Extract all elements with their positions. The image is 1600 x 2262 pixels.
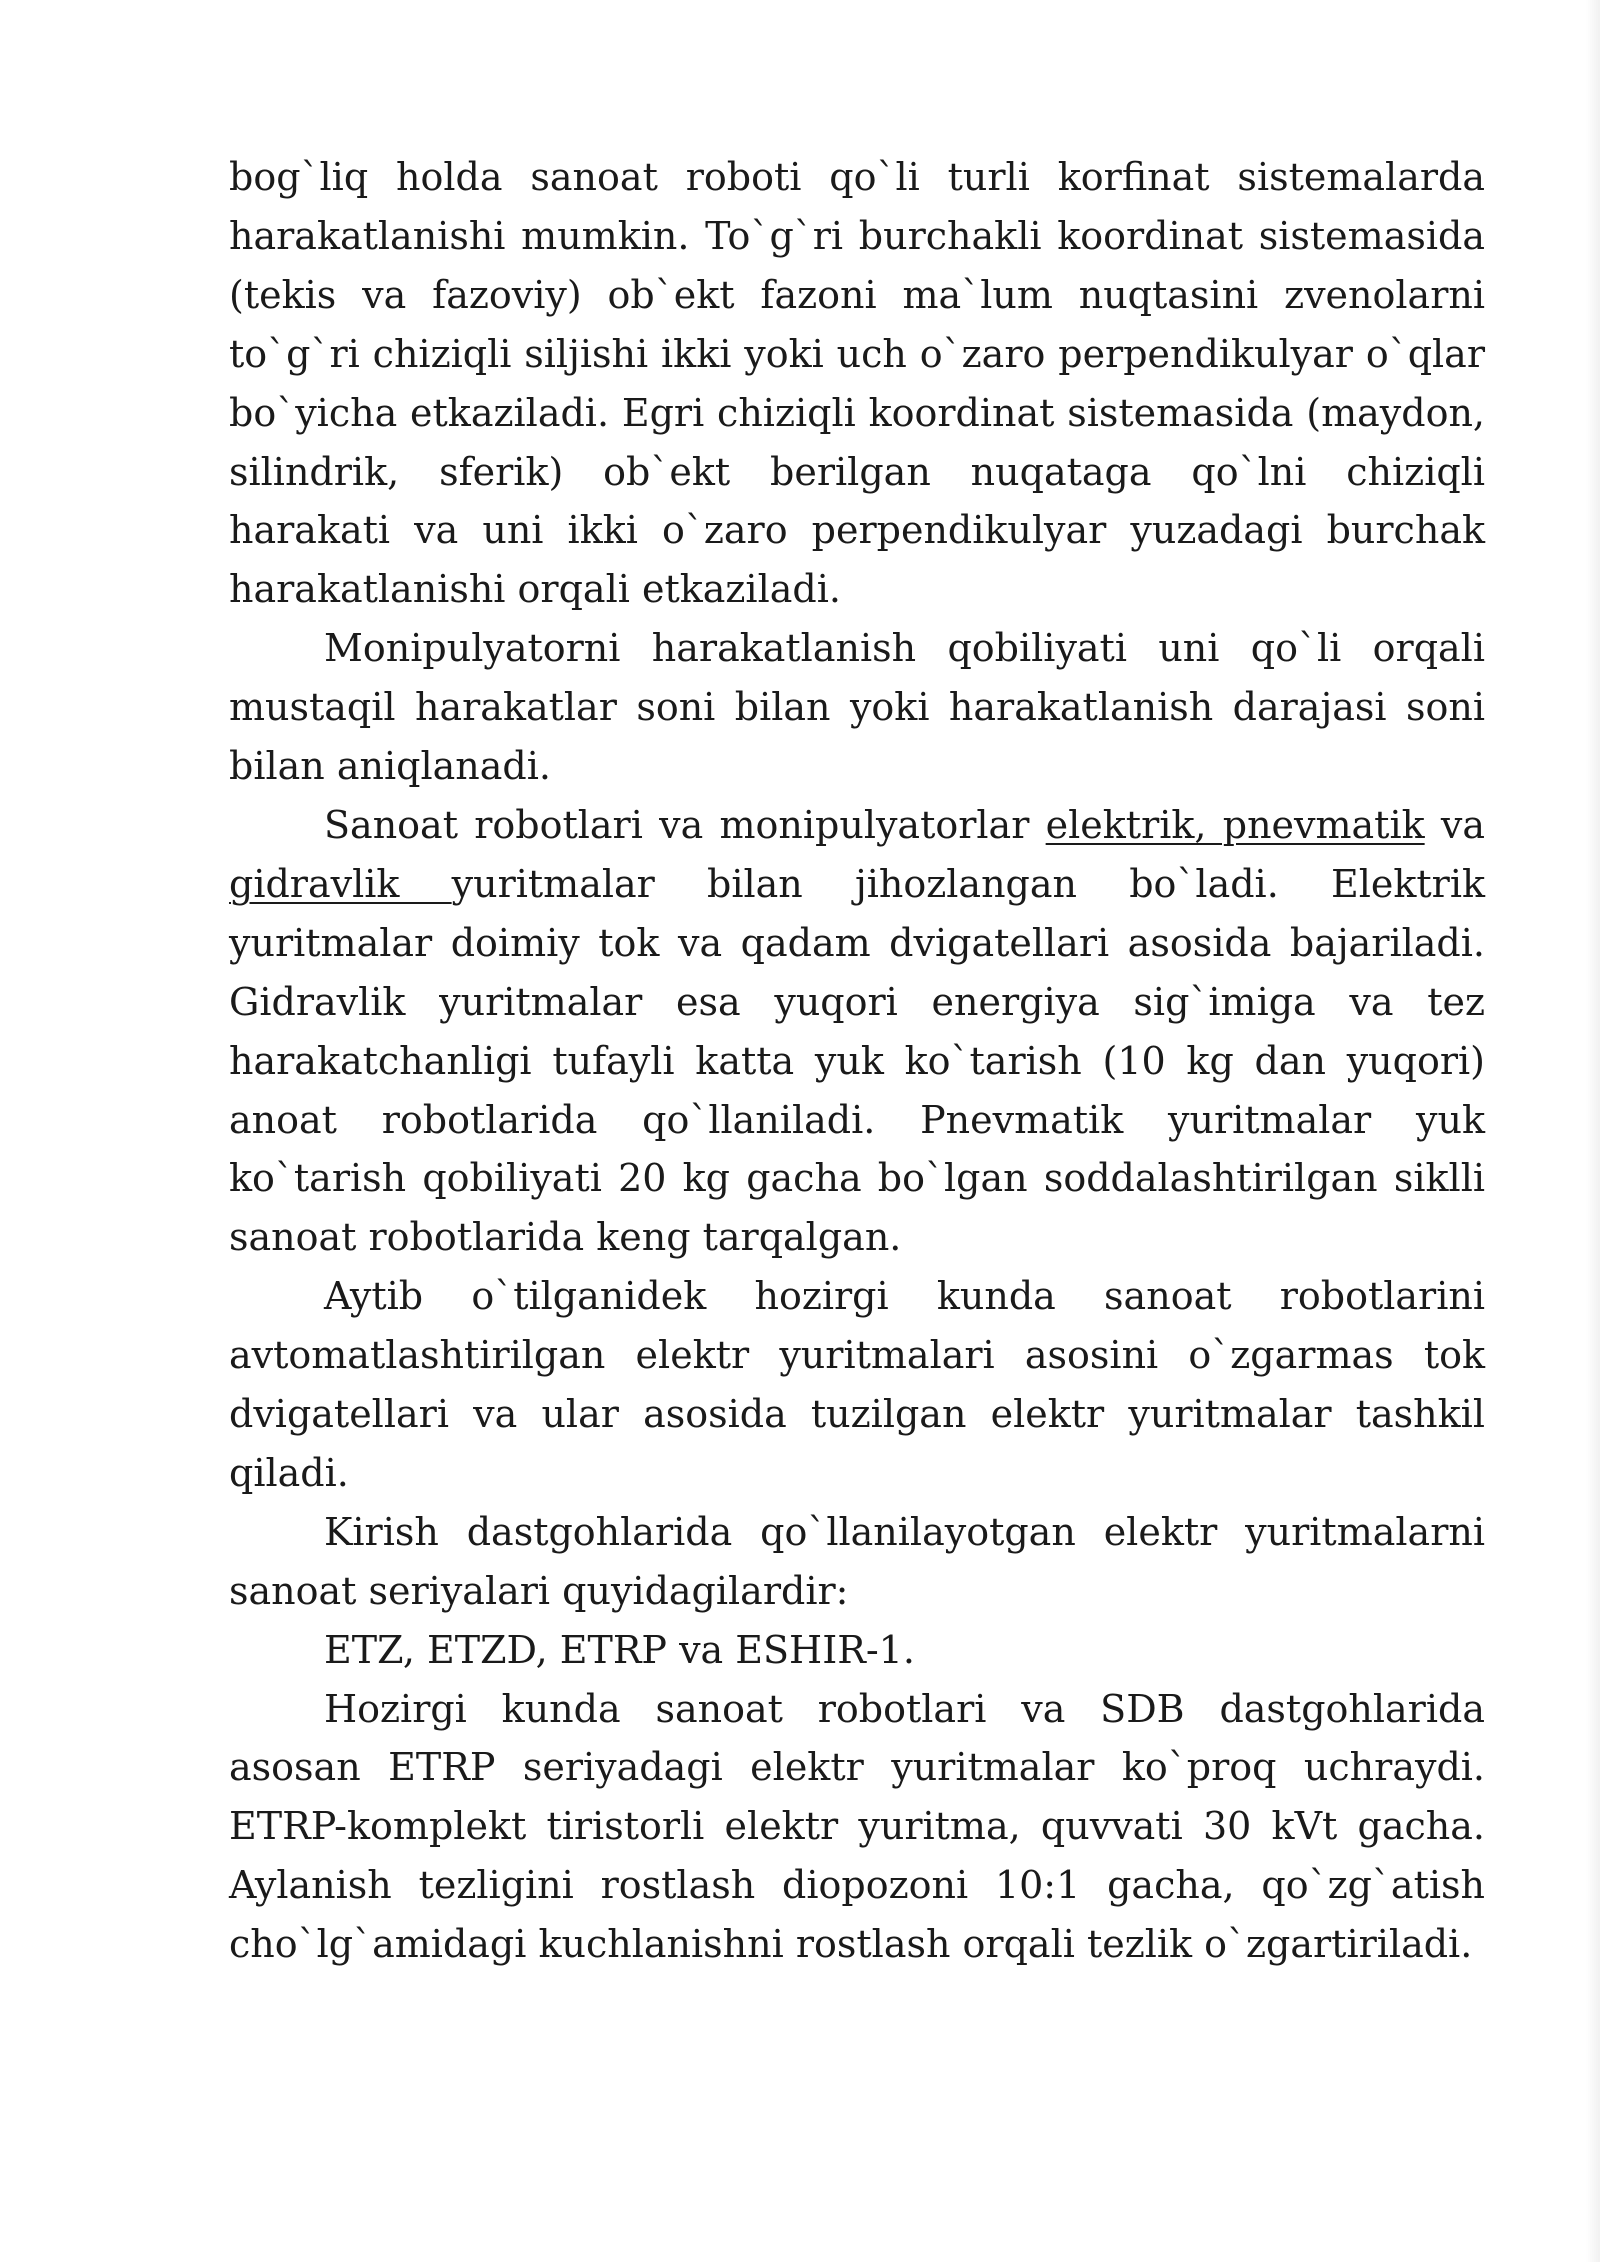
underlined-electric-pneumatic: elektrik, pnevmatik [1045,802,1425,847]
paragraph-series-list: ETZ, ETZD, ETRP va ESHIR-1. [324,1627,915,1672]
drive-types-intro: Sanoat robotlari va monipulyatorlar [324,802,1046,847]
body-text [229,148,1485,1974]
paragraph-drive-types [229,796,1485,1267]
drive-types-body: yuritmalar bilan jihozlangan bo`ladi. Elektrik yuritmalar doimiy tok va qadam dvigatellari asosida bajariladi. Gidravlik yuritmalar esa yuqori energiya sig`imiga va tez harakatchanligi tufayli katta yuk ko`tarish (10 kg dan yuqori) anoat robotlarida qo`llaniladi. Pnevmatik yuritmalar yuk ko`tarish qobiliyati 20 kg gacha bo`lgan soddalashtirilgan siklli sanoat robotlarida keng tarqalgan. [229,861,1485,1260]
paragraph-dc-motors: Aytib o`tilganidek hozirgi kunda sanoat robotlarini avtomatlashtirilgan elektr yuritmalari asosini o`zgarmas tok dvigatellari va ular asosida tuzilgan elektr yuritmalar tashkil qiladi. [229,1274,1485,1495]
paragraph-industrial-series: Kirish dastgohlarida qo`llanilayotgan elektr yuritmalarni sanoat seriyalari quyidagilardir: [229,1509,1485,1613]
drive-types-conjunction: va [1424,802,1486,847]
paragraph-manipulator-mobility: Monipulyatorni harakatlanish qobiliyati uni qo`li orqali mustaqil harakatlar soni bilan yoki harakatlanish darajasi soni bilan aniqlanadi. [229,626,1485,789]
underlined-hydraulic: gidravlik [229,861,452,906]
paragraph-etrp-details: Hozirgi kunda sanoat robotlari va SDB dastgohlarida asosan ETRP seriyadagi elektr yuritmalar ko`proq uchraydi. ETRP-komplekt tiristorli elektr yuritma, quvvati 30 kVt gacha. Aylanish tezligini rostlash diopozoni 10:1 gacha, qo`zg`atish cho`lg`amidagi kuchlanishni rostlash orqali tezlik o`zgartiriladi. [229,1686,1485,1967]
page-edge-shadow [1586,0,1600,2262]
paragraph-coordinate-systems: bog`liq holda sanoat roboti qo`li turli korfinat sistemalarda harakatlanishi mumkin. To`g`ri burchakli koordinat sistemasida (tekis va fazoviy) ob`ekt fazoni ma`lum nuqtasini zvenolarni to`g`ri chiziqli siljishi ikki yoki uch o`zaro perpendikulyar o`qlar bo`yicha etkaziladi. Egri chiziqli koordinat sistemasida (maydon, silindrik, sferik) ob`ekt berilgan nuqataga qo`lni chiziqli harakati va uni ikki o`zaro perpendikulyar yuzadagi burchak harakatlanishi orqali etkaziladi. [229,155,1485,612]
